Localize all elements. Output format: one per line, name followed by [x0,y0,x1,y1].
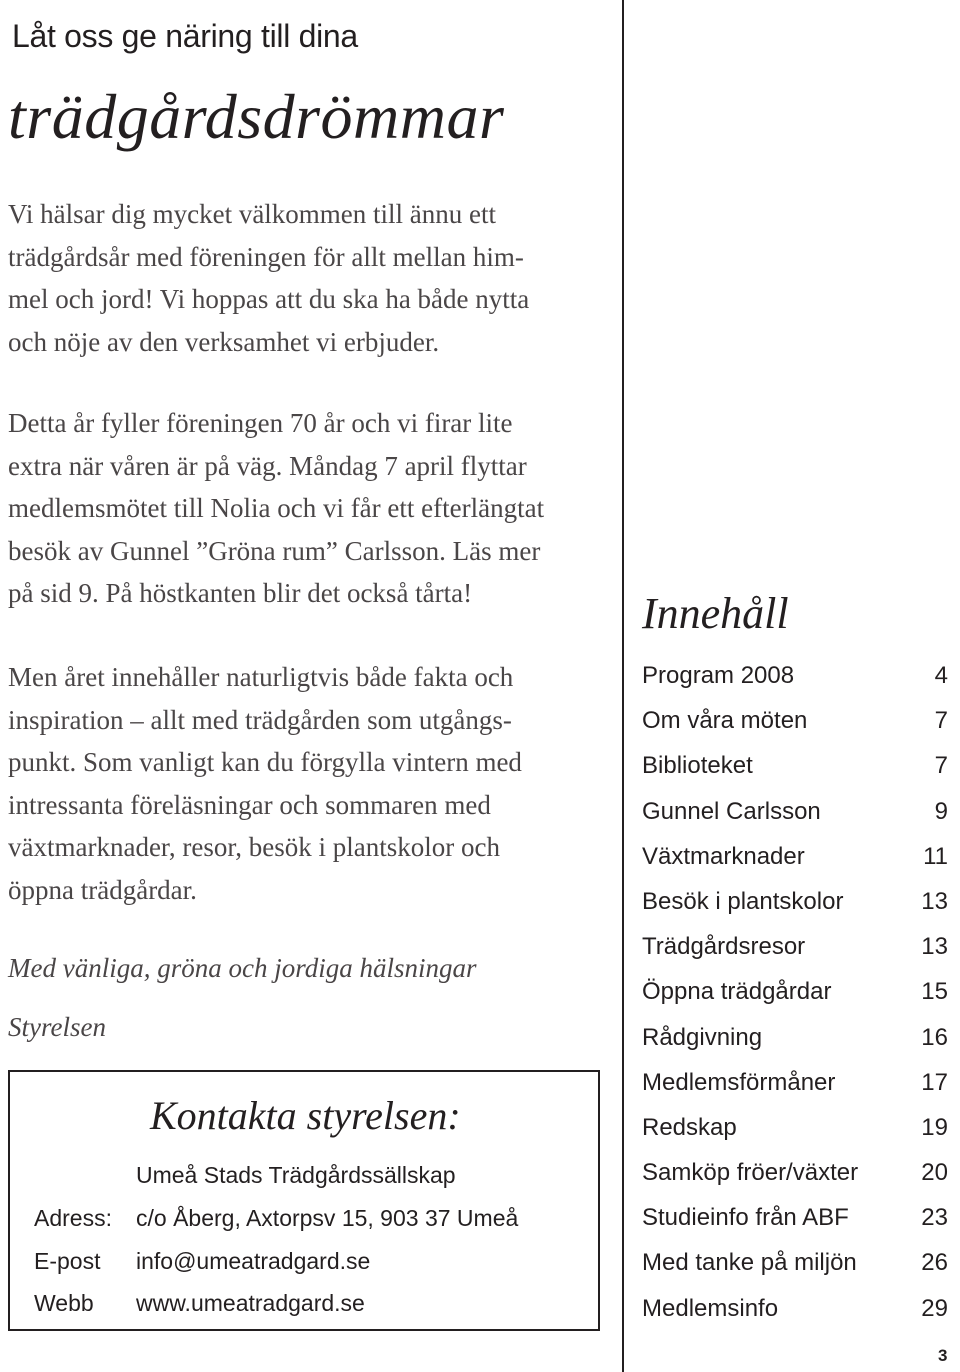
paragraph-line: på sid 9. På höstkanten blir det också tårta! [8,578,473,608]
paragraph-line: trädgårdsår med föreningen för allt mellan him- [8,241,524,272]
toc-item-page: 17 [921,1068,948,1096]
toc-item[interactable] [642,1247,948,1292]
toc-item[interactable] [642,705,948,750]
toc-item-page: 15 [921,978,948,1006]
toc-item-label: Biblioteket [642,752,753,780]
toc-item-page: 13 [921,933,948,961]
toc-item-page: 9 [934,797,948,825]
paragraph-line: mel och jord! Vi hoppas att du ska ha både nytta [8,284,530,314]
intro-paragraph-2 [8,402,608,615]
toc-item-page: 16 [921,1023,948,1051]
toc-item-page: 19 [921,1113,948,1141]
toc-item-page: 23 [921,1204,948,1232]
paragraph-line: Vi hälsar dig mycket välkommen till ännu ett [8,199,497,229]
pre-title: Låt oss ge näring till dina [12,18,358,54]
greeting: Med vänliga, gröna och jordiga hälsningar [8,953,477,983]
toc-item-label: Studieinfo från ABF [642,1204,849,1232]
toc-item-label: Program 2008 [642,662,795,689]
paragraph-line: medlemsmötet till Nolia och vi får ett efterlängtat [8,493,545,523]
intro-paragraph-3 [8,656,608,911]
contact-box [8,1070,600,1331]
toc-item-page: 7 [934,752,948,780]
paragraph-line: punkt. Som vanligt kan du förgylla vintern med [8,747,522,777]
table-of-contents [642,660,948,1338]
toc-item-label: Öppna trädgårdar [642,978,832,1006]
paragraph-line: Men året innehåller naturligtvis både fakta och [8,662,514,692]
paragraph-line: besök av Gunnel ”Gröna rum” Carlsson. Läs mer [8,535,541,566]
toc-item-page: 11 [923,842,948,870]
column-divider [622,0,624,1372]
signature: Styrelsen [8,1012,106,1042]
intro-paragraph-1 [8,193,608,363]
email-label: E-post [34,1248,101,1274]
toc-item-page: 20 [921,1159,948,1187]
toc-item[interactable] [642,886,948,931]
toc-item[interactable] [642,1157,948,1202]
web-link[interactable]: www.umeatradgard.se [136,1290,365,1316]
toc-item-label: Trädgårdsresor [642,933,806,961]
toc-item[interactable] [642,1202,948,1247]
toc-item-label: Rådgivning [642,1023,763,1051]
toc-item-page: 13 [921,887,948,915]
toc-item-label: Medlemsinfo [642,1294,779,1322]
page-number: 3 [938,1346,948,1365]
toc-item[interactable] [642,1022,948,1067]
toc-item-page: 4 [934,662,948,689]
email-link[interactable]: info@umeatradgard.se [136,1248,371,1274]
toc-item-label: Samköp fröer/växter [642,1159,859,1187]
toc-item-label: Gunnel Carlsson [642,797,821,825]
toc-item[interactable] [642,1112,948,1157]
web-label: Webb [34,1290,94,1316]
toc-item-label: Besök i plantskolor [642,887,844,915]
toc-item[interactable] [642,841,948,886]
contact-title: Kontakta styrelsen: [150,1093,461,1138]
toc-item-page: 7 [934,707,948,735]
paragraph-line: extra när våren är på väg. Måndag 7 april flyttar [8,450,527,481]
toc-item-label: Växtmarknader [642,842,805,870]
toc-item-label: Redskap [642,1113,737,1141]
toc-item[interactable] [642,931,948,976]
toc-item[interactable] [642,750,948,795]
toc-item[interactable] [642,1067,948,1112]
toc-item-label: Medlemsförmåner [642,1068,836,1096]
toc-item[interactable] [642,660,948,705]
toc-heading: Innehåll [642,589,789,638]
toc-item-page: 29 [921,1294,948,1322]
address-label: Adress: [34,1205,112,1231]
toc-item[interactable] [642,796,948,841]
toc-item-label: Med tanke på miljön [642,1249,857,1277]
toc-item-page: 26 [921,1249,948,1277]
page-title: trädgårdsdrömmar [8,81,505,152]
paragraph-line: intressanta föreläsningar och sommaren med [8,789,491,820]
paragraph-line: inspiration – allt med trädgården som utgångs- [8,704,512,735]
paragraph-line: öppna trädgårdar. [8,874,197,905]
paragraph-line: och nöje av den verksamhet vi erbjuder. [8,326,440,357]
toc-item-label: Om våra möten [642,707,808,735]
toc-item[interactable] [642,976,948,1021]
paragraph-line: Detta år fyller föreningen 70 år och vi firar lite [8,408,513,438]
address-value: c/o Åberg, Axtorpsv 15, 903 37 Umeå [136,1205,519,1231]
toc-item[interactable] [642,1293,948,1338]
paragraph-line: växtmarknader, resor, besök i plantskolor och [8,832,500,862]
organization-name: Umeå Stads Trädgårdssällskap [136,1162,456,1188]
